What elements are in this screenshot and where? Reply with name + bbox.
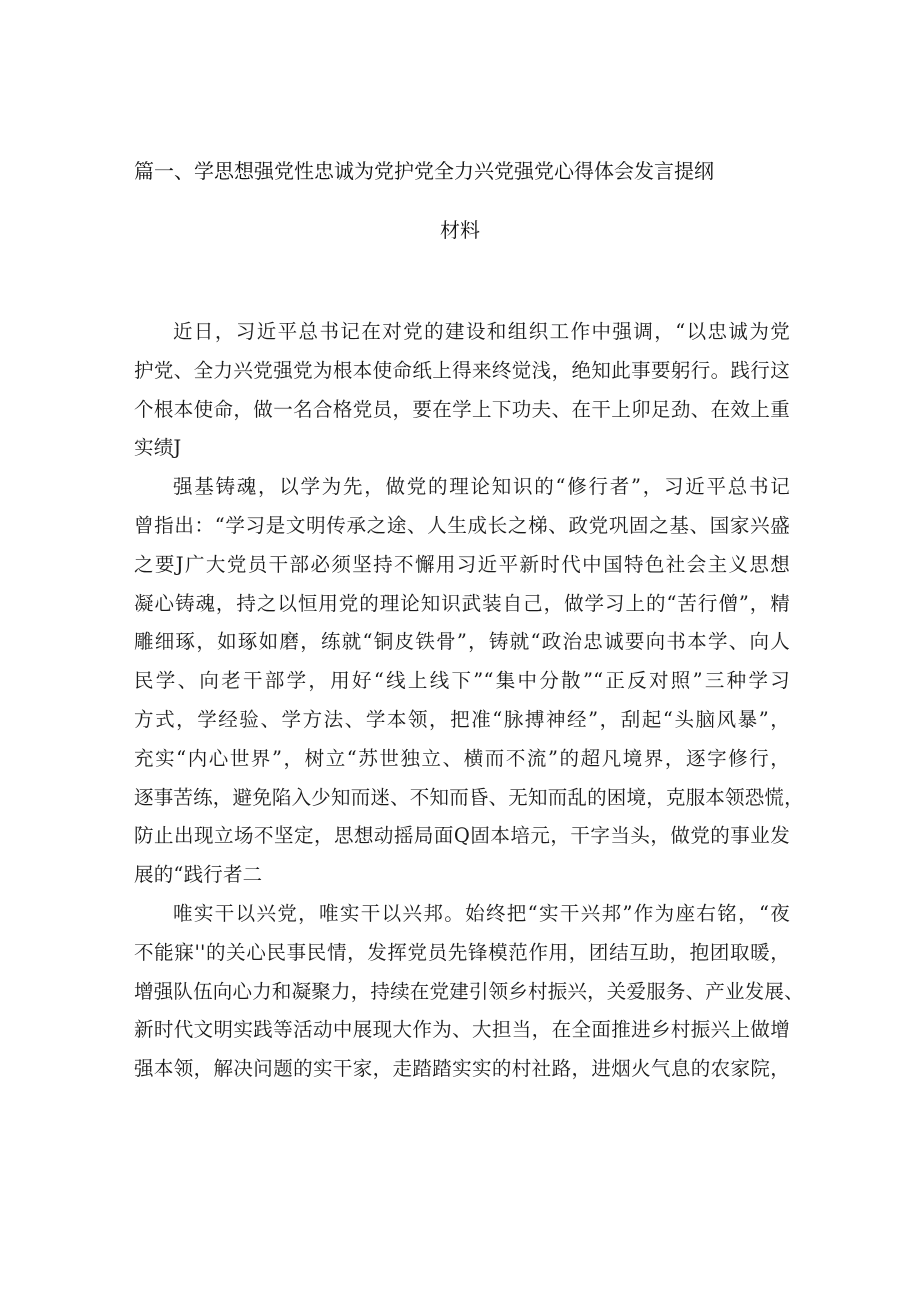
- paragraph-line: 展的“践行者二: [134, 863, 263, 887]
- paragraph-3: [134, 895, 804, 1089]
- paragraph-line: 增强队伍向心力和凝聚力，持续在党建引领乡村振兴，关爱服务、产业发展、: [134, 979, 804, 1003]
- paragraph-line: 强基铸魂，以学为先，做党的理论知识的“修行者”，习近平总书记: [173, 475, 790, 499]
- paragraph-line: 个根本使命，做一名合格党员，要在学上下功夫、在干上卯足劲、在效上重: [134, 397, 790, 421]
- paragraph-line: 实绩J: [134, 436, 182, 460]
- paragraph-line: 近日，习近平总书记在对党的建设和组织工作中强调，“以忠诚为党: [173, 320, 790, 343]
- paragraph-1: [134, 313, 790, 468]
- paragraph-line: 之要J广大党员干部必须坚持不懈用习近平新时代中国特色社会主义思想: [134, 552, 790, 576]
- paragraph-line: 雕细琢，如琢如磨，练就“铜皮铁骨”，铸就“政治忠诚要向书本学、向人: [134, 630, 790, 654]
- paragraph-line: 凝心铸魂，持之以恒用党的理论知识武装自己，做学习上的“苦行僧”，精: [134, 591, 790, 615]
- paragraph-line: 民学、向老干部学，用好“线上线下”“集中分散”“正反对照”三种学习: [134, 669, 790, 693]
- paragraph-line: 防止出现立场不坚定，思想动摇局面Q固本培元，干字当头，做党的事业发: [134, 824, 790, 848]
- paragraph-line: 充实“内心世界”，树立“苏世独立、横而不流”的超凡境界，逐字修行，: [134, 746, 790, 770]
- document-title-line-1: 篇一、学思想强党性忠诚为党护党全力兴党强党心得体会发言提纲: [134, 159, 714, 183]
- paragraph-line: 曾指出：“学习是文明传承之途、人生成长之梯、政党巩固之基、国家兴盛: [134, 513, 790, 537]
- document-title-line-2: 材料: [440, 218, 480, 242]
- paragraph-line: 新时代文明实践等活动中展现大作为、大担当，在全面推进乡村振兴上做增: [134, 1018, 790, 1042]
- paragraph-line: 逐事苦练，避免陷入少知而迷、不知而昏、无知而乱的困境，克服本领恐慌，: [134, 785, 804, 809]
- document-body: [134, 313, 804, 1089]
- paragraph-line: 护党、全力兴党强党为根本使命纸上得来终觉浅，绝知此事要躬行。践行这: [134, 358, 790, 382]
- paragraph-2: [134, 468, 804, 895]
- paragraph-line: 不能寐''的关心民事民情，发挥党员先锋模范作用，团结互助，抱团取暖，: [134, 940, 790, 964]
- paragraph-line: 强本领，解决问题的实干家，走踏踏实实的村社路，进烟火气息的农家院，: [134, 1057, 790, 1081]
- paragraph-line: 方式，学经验、学方法、学本领，把准“脉搏神经”，刮起“头脑风暴”，: [134, 707, 790, 731]
- paragraph-line: 唯实干以兴党，唯实干以兴邦。始终把“实干兴邦”作为座右铭，“夜: [173, 901, 790, 925]
